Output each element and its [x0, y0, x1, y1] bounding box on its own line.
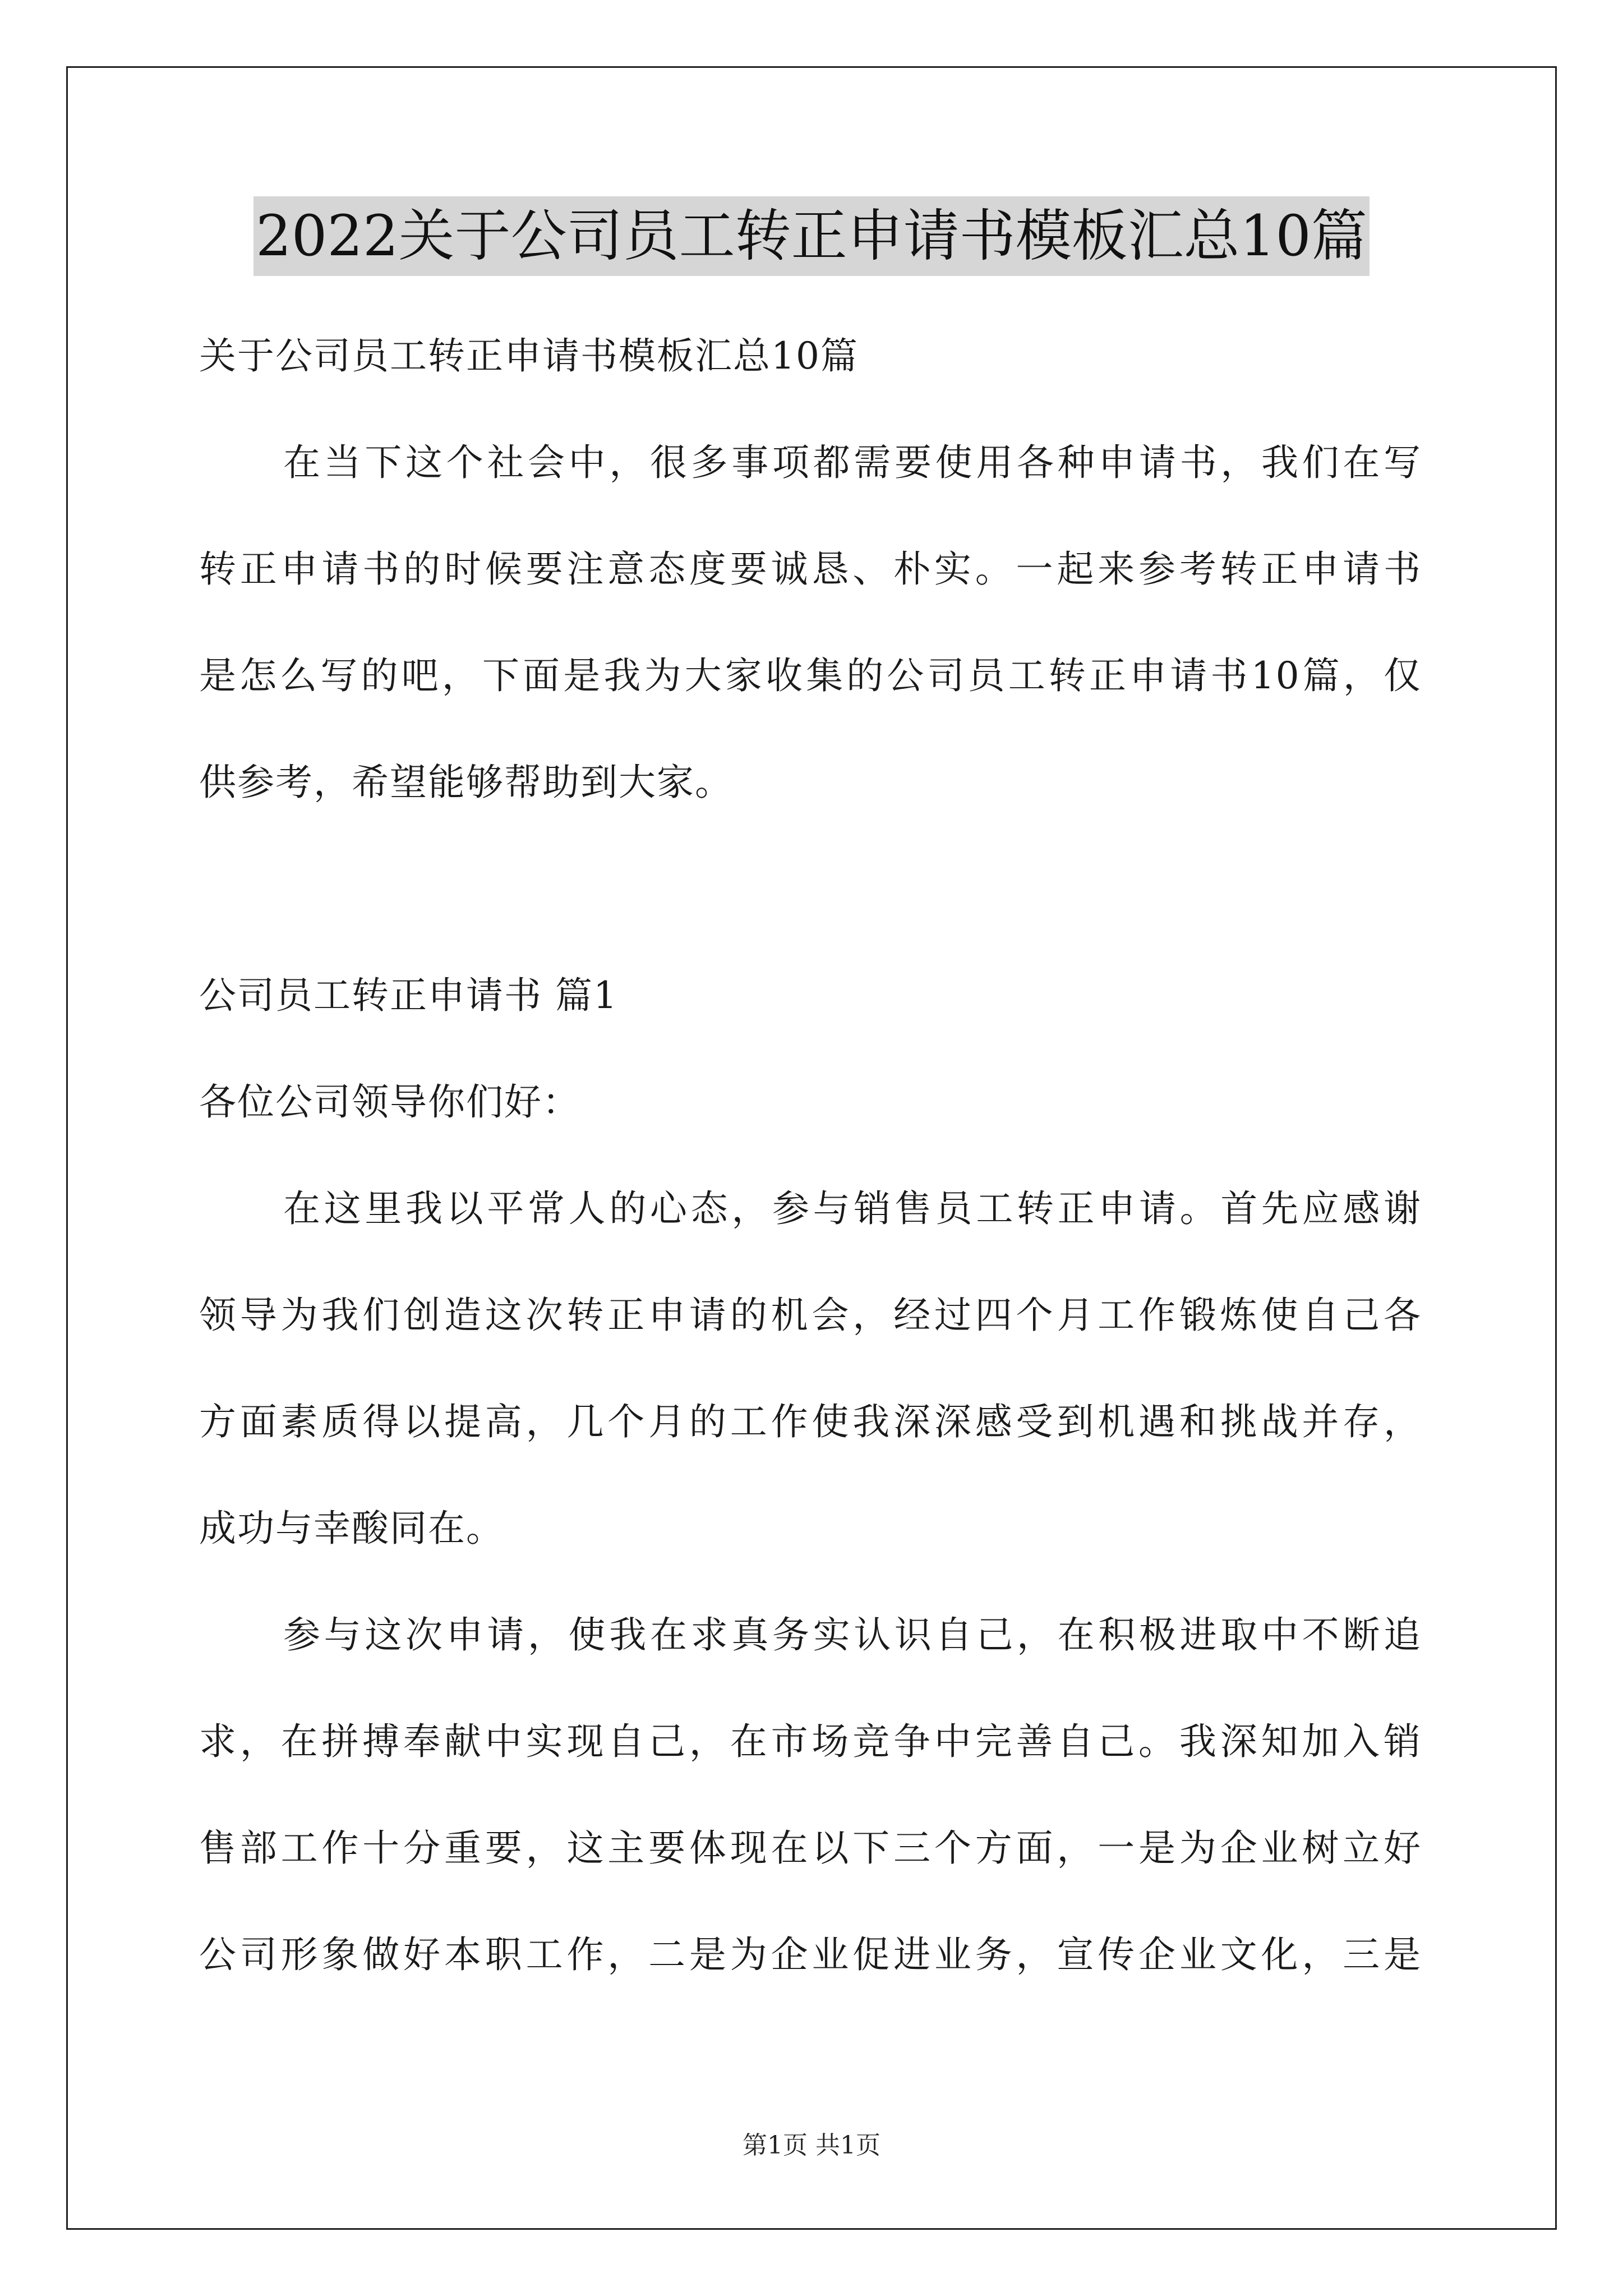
- title-container: [0, 196, 1623, 276]
- paragraph-line: 公司形象做好本职工作，二是为企业促进业务，宣传企业文化，三是: [199, 1933, 1422, 1976]
- paragraph-line: 在这里我以平常人的心态，参与销售员工转正申请。首先应感谢: [283, 1187, 1422, 1230]
- paragraph-line: 成功与幸酸同在。: [199, 1507, 504, 1550]
- intro-line: 转正申请书的时候要注意态度要诚恳、朴实。一起来参考转正申请书: [199, 547, 1422, 591]
- paragraph-line: 方面素质得以提高，几个月的工作使我深深感受到机遇和挑战并存，: [199, 1400, 1422, 1443]
- document-title: 2022关于公司员工转正申请书模板汇总10篇: [253, 196, 1370, 276]
- page-footer: 第1页 共1页: [743, 2131, 880, 2160]
- paragraph-line: 售部工作十分重要，这主要体现在以下三个方面，一是为企业树立好: [199, 1826, 1422, 1870]
- paragraph-line: 求，在拼搏奉献中实现自己，在市场竞争中完善自己。我深知加入销: [199, 1720, 1422, 1763]
- paragraph-line: 参与这次申请，使我在求真务实认识自己，在积极进取中不断追: [283, 1613, 1422, 1657]
- document-subtitle: 关于公司员工转正申请书模板汇总10篇: [199, 334, 859, 378]
- intro-line: 供参考，希望能够帮助到大家。: [199, 761, 733, 804]
- intro-line: 是怎么写的吧，下面是我为大家收集的公司员工转正申请书10篇，仅: [199, 654, 1422, 697]
- blank-line: [199, 836, 1422, 942]
- document-body: [199, 303, 1422, 2008]
- intro-line: 在当下这个社会中，很多事项都需要使用各种申请书，我们在写: [283, 441, 1422, 484]
- paragraph-line: 领导为我们创造这次转正申请的机会，经过四个月工作锻炼使自己各: [199, 1294, 1422, 1337]
- salutation: 各位公司领导你们好：: [199, 1080, 580, 1124]
- section-heading: 公司员工转正申请书 篇1: [199, 974, 618, 1017]
